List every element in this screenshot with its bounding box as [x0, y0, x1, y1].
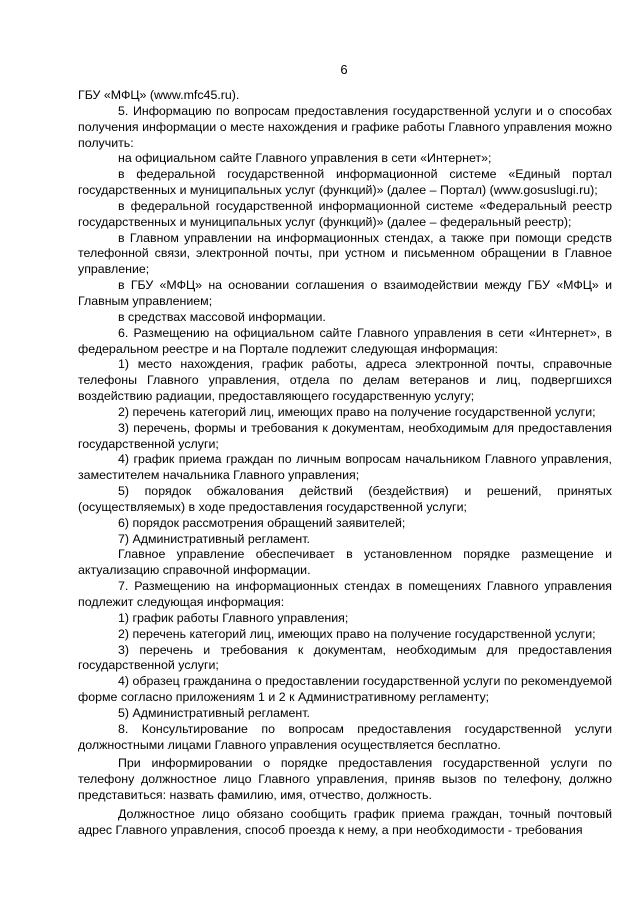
paragraph: в Главном управлении на информационных стендах, а также при помощи средств телефонной связи, электронной почты, при устном и письменном обращении в Главное управление; [78, 230, 612, 277]
paragraph: 3) перечень и требования к документам, необходимым для предоставления государственной услуги; [78, 642, 612, 673]
paragraph: в ГБУ «МФЦ» на основании соглашения о взаимодействии между ГБУ «МФЦ» и Главным управлением; [78, 278, 612, 308]
paragraph: 6) порядок рассмотрения обращений заявителей; [118, 515, 406, 530]
paragraph: 7) Административный регламент. [118, 531, 310, 546]
paragraph: ГБУ «МФЦ» (www.mfc45.ru). [78, 88, 240, 102]
paragraph: 1) график работы Главного управления; [118, 610, 349, 625]
paragraph: 4) образец гражданина о предоставлении государственной услуги по рекомендуемой форме согласно приложениям 1 и 2 к Административному регламенту; [78, 674, 612, 705]
document-body [78, 88, 612, 839]
paragraph: на официальном сайте Главного управления в сети «Интернет»; [118, 151, 492, 166]
paragraph: 1) место нахождения, график работы, адреса электронной почты, справочные телефоны Главного управления, отдела по делам ветеранов и лиц, подвергшихся воздействию радиации, предоставляющего государственную услугу; [78, 357, 612, 404]
paragraph: в федеральной государственной информационной системе «Федеральный реестр государственных и муниципальных услуг (функций)» (далее – федеральный реестр); [78, 198, 612, 229]
paragraph: 5) порядок обжалования действий (бездействия) и решений, принятых (осуществляемых) в ходе предоставления государственной услуги; [78, 484, 612, 514]
paragraph: 2) перечень категорий лиц, имеющих право на получение государственной услуги; [118, 404, 596, 419]
paragraph: 8. Консультирование по вопросам предоставления государственной услуги должностными лицами Главного управления осуществляется бесплатно. [78, 721, 612, 752]
paragraph: 7. Размещению на информационных стендах в помещениях Главного управления подлежит следующая информация: [78, 579, 612, 609]
paragraph: 5) Административный регламент. [118, 705, 310, 720]
paragraph: 2) перечень категорий лиц, имеющих право на получение государственной услуги; [118, 626, 596, 641]
paragraph: 3) перечень, формы и требования к документам, необходимым для предоставления государственной услуги; [78, 420, 612, 451]
paragraph: 4) график приема граждан по личным вопросам начальником Главного управления, заместителем начальника Главного управления; [78, 452, 612, 483]
paragraph: При информировании о порядке предоставления государственной услуги по телефону должностное лицо Главного управления, приняв вызов по телефону, должно представиться: назвать фамилию, имя, отчество, должность. [78, 756, 612, 803]
paragraph: Главное управление обеспечивает в установленном порядке размещение и актуализацию справочной информации. [78, 547, 612, 578]
page-number: 6 [340, 62, 348, 77]
paragraph: Должностное лицо обязано сообщить график приема граждан, точный почтовый адрес Главного управления, способ проезда к нему, а при необходимости - требования [78, 806, 612, 837]
paragraph: в федеральной государственной информационной системе «Единый портал государственных и муниципальных услуг (функций)» (далее – Портал) (www.gosuslugi.ru); [78, 167, 612, 198]
paragraph: в средствах массовой информации. [118, 309, 326, 324]
paragraph: 6. Размещению на официальном сайте Главного управления в сети «Интернет», в федеральном реестре и на Портале подлежит следующая информация: [78, 325, 612, 356]
paragraph: 5. Информацию по вопросам предоставления государственной услуги и о способах получения информации о месте нахождения и графике работы Главного управления можно получить: [78, 103, 612, 150]
